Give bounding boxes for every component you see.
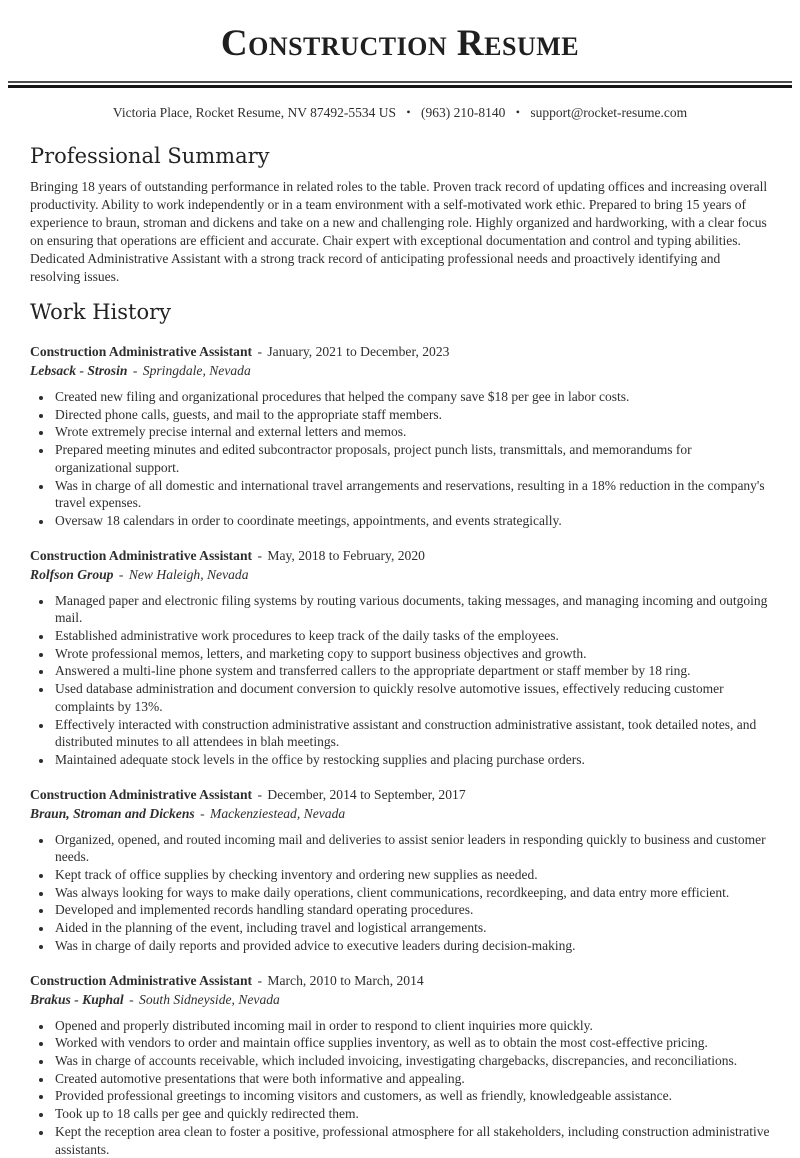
- job-title-line: [30, 342, 770, 361]
- job-company-line: [30, 565, 770, 584]
- job-bullet: • Directed phone calls, guests, and mail to the appropriate staff members.: [53, 406, 770, 424]
- contact-address: Victoria Place, Rocket Resume, NV 87492-5534 US: [112, 104, 397, 120]
- job-bullet: • Kept track of office supplies by checking inventory and ordering new supplies as needed.: [53, 866, 770, 884]
- job-bullet: • Wrote extremely precise internal and external letters and memos.: [53, 423, 770, 441]
- job-dates: March, 2010 to March, 2014: [267, 972, 424, 988]
- job-bullet: • Organized, opened, and routed incoming mail and deliveries to assist senior leaders in responding quickly to business and customer needs.: [53, 831, 770, 866]
- bullet-separator: •: [406, 104, 411, 119]
- job-bullet: • Answered a multi-line phone system and transferred callers to the appropriate department or staff member by 18 ring.: [53, 662, 770, 680]
- job-location: Mackenziestead, Nevada: [210, 805, 346, 821]
- dash-separator: -: [257, 786, 262, 802]
- job-entry: [30, 342, 770, 530]
- header-divider: [8, 81, 792, 88]
- job-bullet-list: [30, 592, 770, 769]
- job-dates: May, 2018 to February, 2020: [267, 547, 425, 563]
- job-bullet: • Provided professional greetings to incoming visitors and customers, as well as friendly, knowledgeable assistance.: [53, 1087, 770, 1105]
- job-entry: [30, 971, 770, 1158]
- summary-text: Bringing 18 years of outstanding performance in related roles to the table. Proven track record of updating offices and increasing overall productivity. Ability to work independently or in a team environment with a self-motivated work ethic. Prepared to bring 15 years of experience to braun, stroman and dickens and take on a new and challenging role. Highly organized and hardworking, with a clear focus on ensuring that operations are efficient and accurate. Chair expert with exceptional documentation and control and typing abilities. Dedicated Administrative Assistant with a strong track record of anticipating professional needs and proactively identifying and resolving issues.: [30, 178, 768, 284]
- dash-separator: -: [118, 566, 124, 582]
- job-company-line: [30, 990, 770, 1009]
- job-bullet-list: [30, 388, 770, 530]
- job-bullet: • Was in charge of accounts receivable, which included invoicing, investigating chargebacks, discrepancies, and reconciliations.: [53, 1052, 770, 1070]
- job-location: New Haleigh, Nevada: [128, 566, 249, 582]
- job-bullet: • Aided in the planning of the event, including travel and logistical arrangements.: [53, 919, 770, 937]
- page-title: Construction Resume: [220, 23, 580, 64]
- job-title-line: [30, 546, 770, 565]
- job-location: South Sidneyside, Nevada: [139, 991, 280, 1007]
- summary-heading: Professional Summary: [30, 143, 270, 168]
- dash-separator: -: [257, 972, 262, 988]
- dash-separator: -: [200, 805, 205, 821]
- job-bullet: • Used database administration and document conversion to quickly resolve automotive issues, effectively reducing customer complaints by 13%.: [53, 680, 770, 715]
- job-entry: [30, 546, 770, 769]
- resume-header: [30, 0, 770, 121]
- dash-separator: -: [129, 991, 134, 1007]
- bullet-separator: •: [515, 104, 520, 119]
- job-bullet: • Prepared meeting minutes and edited subcontractor proposals, project punch lists, transmittals, and memorandums for organizational support.: [53, 441, 770, 476]
- job-dates: January, 2021 to December, 2023: [267, 344, 450, 359]
- job-bullet: • Developed and implemented records handling standard operating procedures.: [53, 901, 770, 919]
- job-company: Brakus - Kuphal: [30, 991, 124, 1007]
- job-bullet: • Worked with vendors to order and maintain office supplies inventory, as well as to obtain the most cost-effective pricing.: [53, 1034, 770, 1052]
- work-history-heading: Work History: [30, 299, 172, 324]
- job-company-line: [30, 804, 770, 823]
- job-company-line: [30, 361, 770, 380]
- job-bullet: • Maintained adequate stock levels in the office by restocking supplies and placing purchase orders.: [53, 751, 770, 769]
- dash-separator: -: [132, 363, 138, 378]
- job-title-line: [30, 785, 770, 804]
- job-bullet: • Opened and properly distributed incoming mail in order to respond to client inquiries more quickly.: [53, 1017, 770, 1035]
- job-bullet: • Kept the reception area clean to foster a positive, professional atmosphere for all stakeholders, including construction administrative assistants.: [53, 1123, 770, 1158]
- job-bullet: • Managed paper and electronic filing systems by routing various documents, taking messages, and managing incoming and outgoing mail.: [53, 592, 770, 627]
- job-bullet: • Was in charge of daily reports and provided advice to executive leaders during decision-making.: [53, 937, 770, 955]
- job-bullet: • Created new filing and organizational procedures that helped the company save $18 per gee in labor costs.: [53, 388, 770, 406]
- dash-separator: -: [257, 547, 262, 563]
- contact-email: support@rocket-resume.com: [530, 104, 688, 120]
- job-title: Construction Administrative Assistant: [30, 344, 253, 359]
- contact-line: [30, 105, 770, 121]
- work-history-section: [30, 299, 770, 1158]
- job-bullet: • Oversaw 18 calendars in order to coordinate meetings, appointments, and events strategically.: [53, 512, 770, 530]
- job-list: [30, 342, 770, 1158]
- job-bullet: • Took up to 18 calls per gee and quickly redirected them.: [53, 1105, 770, 1123]
- job-company: Braun, Stroman and Dickens: [30, 805, 195, 821]
- contact-phone: (963) 210-8140: [421, 104, 506, 120]
- job-company: Rolfson Group: [30, 566, 114, 582]
- job-title: Construction Administrative Assistant: [30, 972, 253, 988]
- job-title: Construction Administrative Assistant: [30, 786, 253, 802]
- job-bullet: • Wrote professional memos, letters, and marketing copy to support business objectives and growth.: [53, 645, 770, 663]
- job-bullet: • Was always looking for ways to make daily operations, client communications, recordkeeping, and data entry more efficient.: [53, 884, 770, 902]
- dash-separator: -: [257, 344, 262, 359]
- job-company: Lebsack - Strosin: [30, 363, 128, 378]
- job-entry: [30, 785, 770, 955]
- job-bullet: • Effectively interacted with construction administrative assistant and construction administrative assistant, took detailed notes, and distributed minutes to all attendees in blah meetings.: [53, 716, 770, 751]
- job-bullet: • Established administrative work procedures to keep track of the daily tasks of the employees.: [53, 627, 770, 645]
- job-title-line: [30, 971, 770, 990]
- job-title: Construction Administrative Assistant: [30, 547, 253, 563]
- job-bullet-list: [30, 1017, 770, 1158]
- job-bullet-list: [30, 831, 770, 955]
- summary-section: [30, 143, 770, 286]
- job-bullet: • Created automotive presentations that were both informative and appealing.: [53, 1070, 770, 1088]
- job-dates: December, 2014 to September, 2017: [267, 786, 466, 802]
- job-bullet: • Was in charge of all domestic and international travel arrangements and reservations, resulting in a 18% reduction in the company's travel expenses.: [53, 477, 770, 512]
- job-location: Springdale, Nevada: [142, 363, 251, 378]
